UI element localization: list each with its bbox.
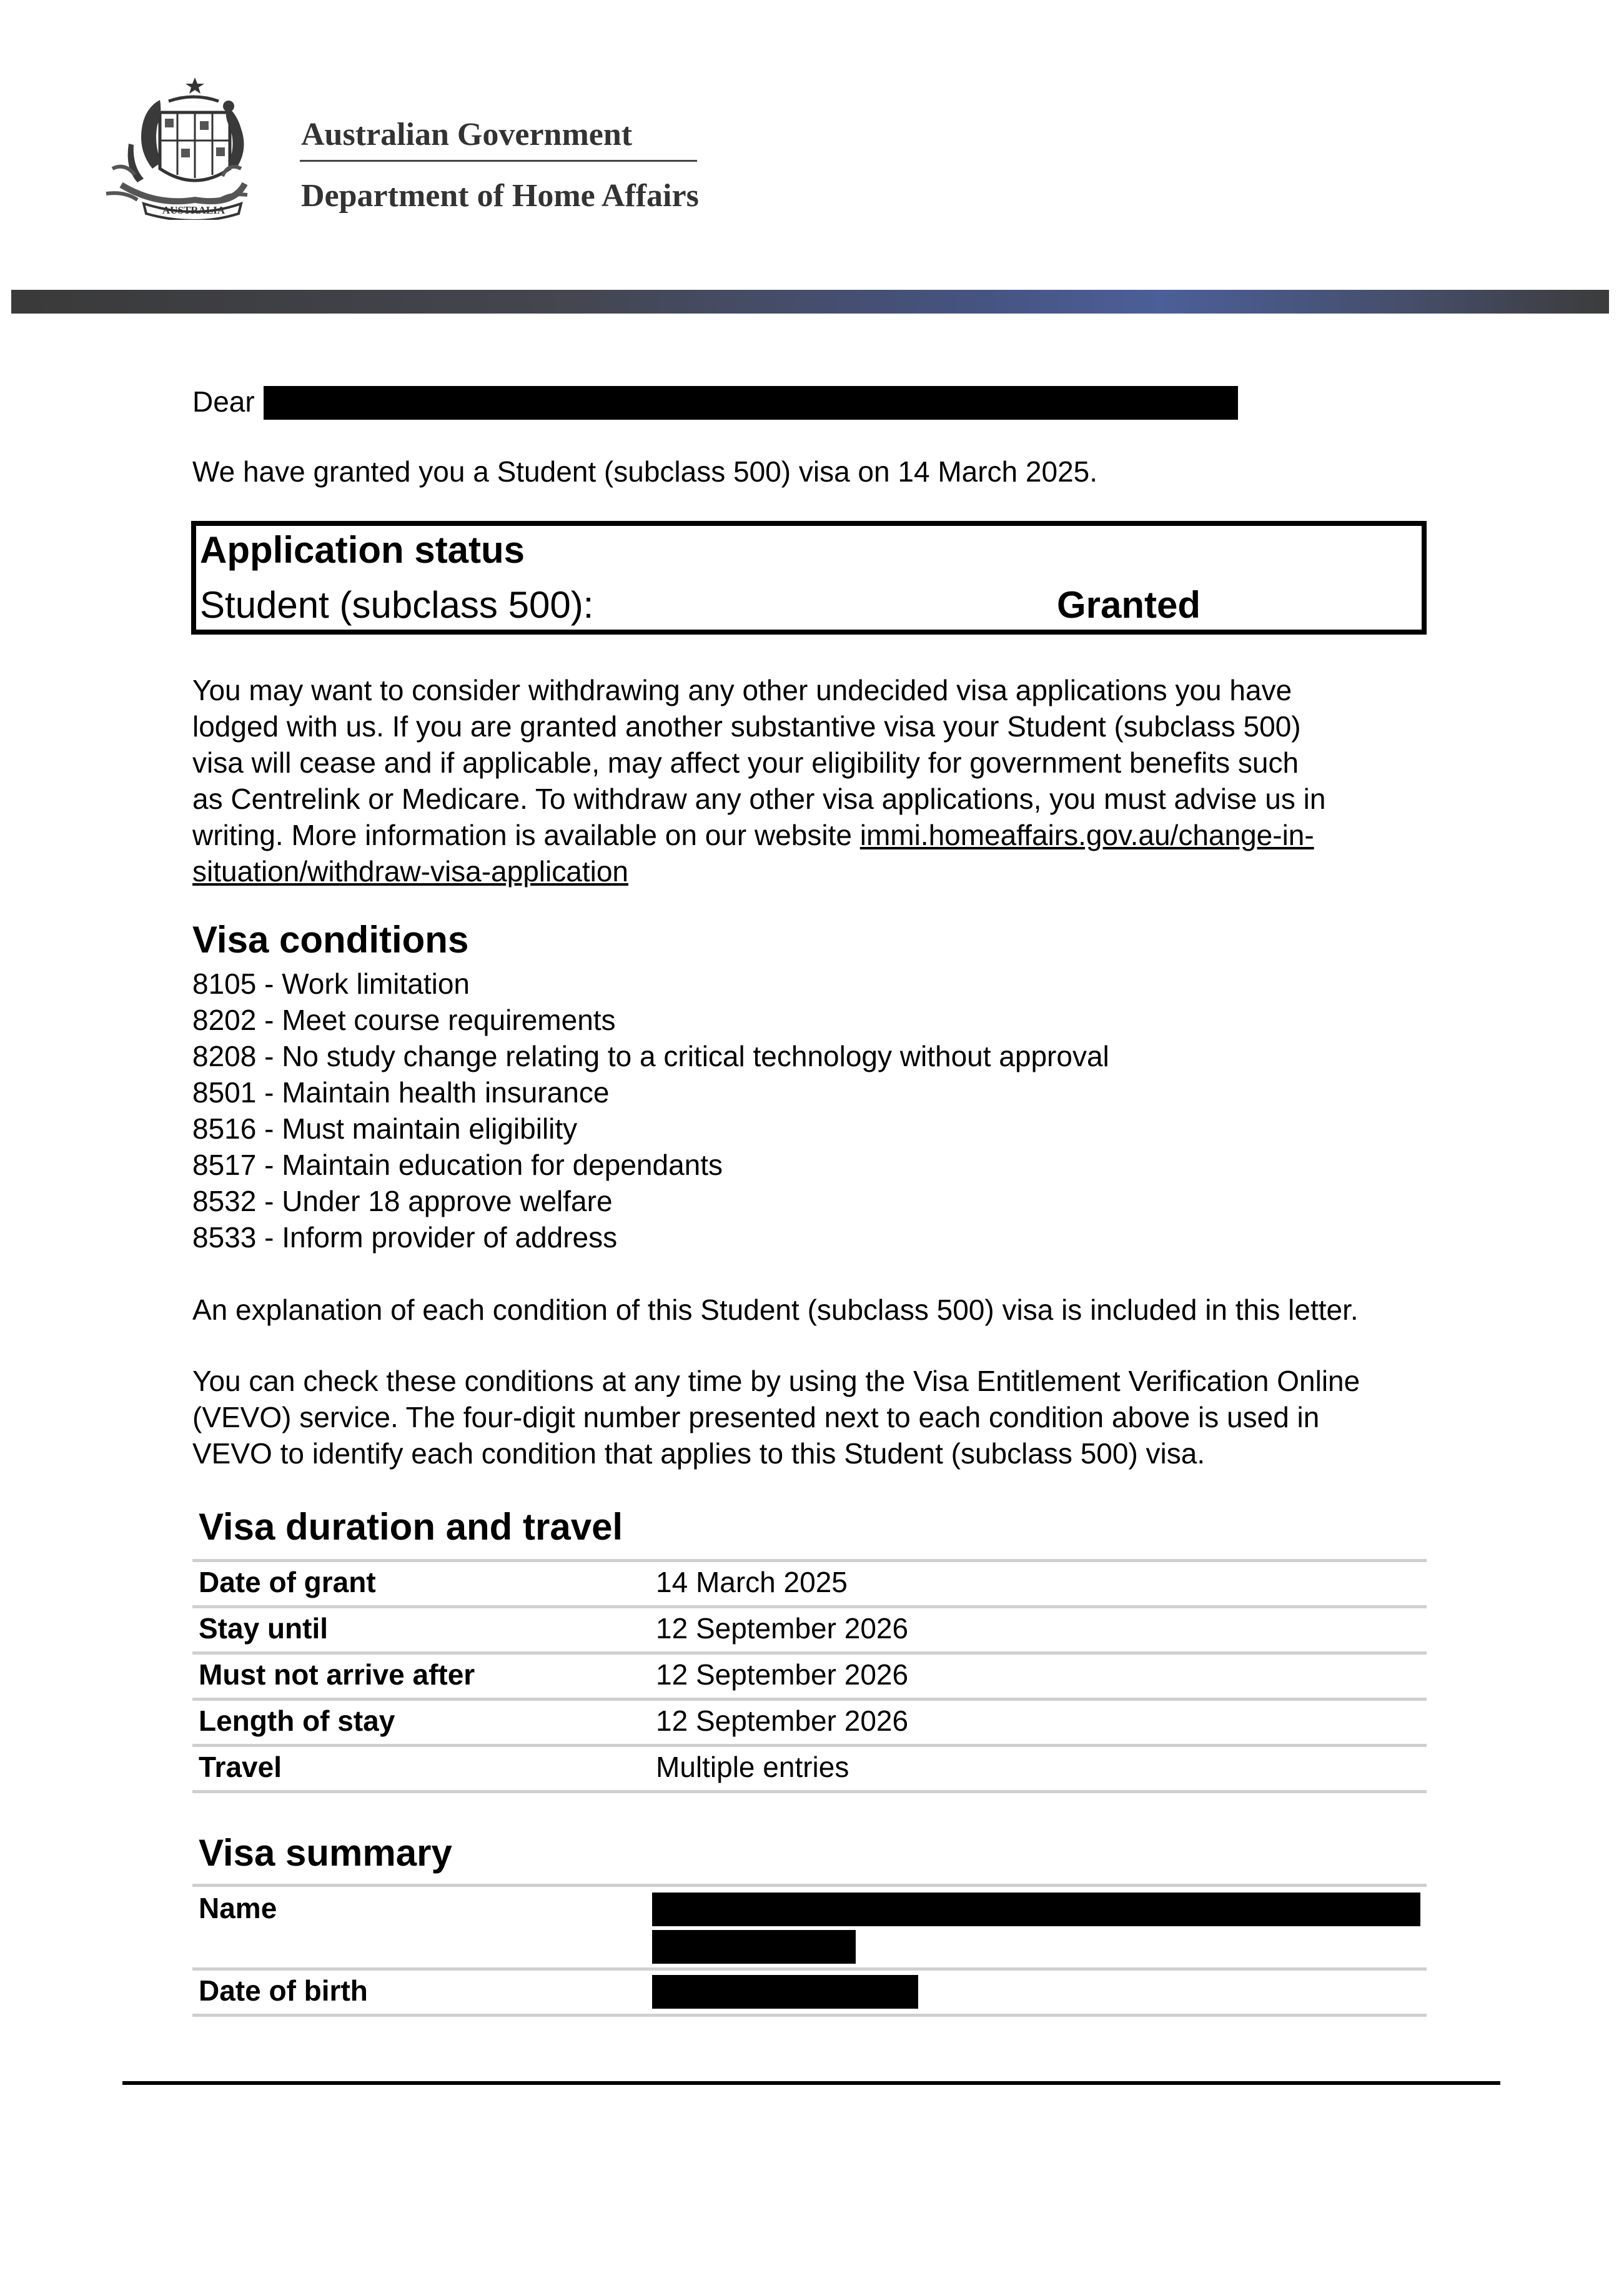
visa-duration-heading: Visa duration and travel: [199, 1506, 623, 1548]
withdraw-info-link-continued[interactable]: situation/withdraw-visa-application: [192, 855, 628, 888]
withdraw-notice-line: as Centrelink or Medicare. To withdraw any other visa applications, you must advise us in: [192, 783, 1326, 815]
grant-sentence: We have granted you a Student (subclass 500) visa on 14 March 2025.: [192, 455, 1098, 488]
withdraw-notice-line: lodged with us. If you are granted another substantive visa your Student (subclass 500): [192, 710, 1301, 743]
table-divider: [192, 1605, 1427, 1608]
redacted-date-of-birth: [652, 1975, 918, 2009]
withdraw-notice-line: visa will cease and if applicable, may affect your eligibility for government benefits such: [192, 746, 1299, 779]
duration-row-label: Must not arrive after: [199, 1658, 475, 1691]
table-divider: [192, 1651, 1427, 1655]
duration-row-label: Travel: [199, 1751, 282, 1783]
table-divider: [192, 1790, 1427, 1793]
application-status-label: Student (subclass 500):: [200, 584, 594, 626]
condition-item: 8202 - Meet course requirements: [192, 1004, 616, 1036]
table-divider: [192, 1967, 1427, 1971]
org-name-department: Department of Home Affairs: [301, 178, 699, 214]
table-divider: [192, 1744, 1427, 1747]
visa-summary-heading: Visa summary: [199, 1832, 452, 1874]
salutation: Dear: [192, 385, 255, 418]
vevo-line: You can check these conditions at any time by using the Visa Entitlement Verification Online: [192, 1365, 1360, 1397]
summary-name-label: Name: [199, 1892, 277, 1924]
condition-item: 8501 - Maintain health insurance: [192, 1076, 610, 1109]
crest-scroll-text: AUSTRALIA: [162, 204, 225, 216]
duration-row-label: Stay until: [199, 1612, 329, 1645]
condition-item: 8516 - Must maintain eligibility: [192, 1112, 578, 1145]
table-divider: [192, 1884, 1427, 1887]
duration-row-value: 12 September 2026: [656, 1612, 909, 1645]
withdraw-info-link[interactable]: immi.homeaffairs.gov.au/change-in-: [859, 819, 1314, 851]
condition-item: 8532 - Under 18 approve welfare: [192, 1185, 613, 1217]
application-status-value: Granted: [1057, 584, 1201, 626]
conditions-explanation: An explanation of each condition of this Student (subclass 500) visa is included in this letter.: [192, 1294, 1359, 1326]
duration-row-value: 12 September 2026: [656, 1705, 909, 1737]
redacted-name-line1: [652, 1893, 1420, 1926]
duration-row-label: Length of stay: [199, 1705, 395, 1737]
duration-row-value: Multiple entries: [656, 1751, 849, 1783]
vevo-line: VEVO to identify each condition that applies to this Student (subclass 500) visa.: [192, 1437, 1206, 1470]
coat-of-arms-logo: [100, 75, 250, 220]
visa-conditions-heading: Visa conditions: [192, 919, 469, 961]
application-status-heading: Application status: [200, 529, 525, 571]
footer-rule: [122, 2081, 1500, 2085]
summary-dob-label: Date of birth: [199, 1974, 368, 2007]
redacted-name-line2: [652, 1930, 856, 1964]
condition-item: 8517 - Maintain education for dependants: [192, 1149, 723, 1181]
withdraw-notice-line: [192, 817, 1314, 853]
org-divider: [300, 160, 697, 162]
condition-item: 8105 - Work limitation: [192, 967, 470, 1000]
redacted-recipient-name: [264, 386, 1238, 420]
table-divider: [192, 1698, 1427, 1701]
withdraw-notice-line: You may want to consider withdrawing any other undecided visa applications you have: [192, 674, 1292, 706]
condition-item: 8533 - Inform provider of address: [192, 1221, 618, 1254]
duration-row-value: 12 September 2026: [656, 1658, 909, 1691]
header-band: [11, 290, 1609, 314]
condition-item: 8208 - No study change relating to a critical technology without approval: [192, 1040, 1109, 1072]
duration-row-value: 14 March 2025: [656, 1566, 848, 1598]
table-divider: [192, 2014, 1427, 2017]
duration-row-label: Date of grant: [199, 1566, 376, 1598]
withdraw-notice-text: writing. More information is available on our website: [192, 819, 860, 851]
table-divider: [192, 1559, 1427, 1562]
org-name-government: Australian Government: [301, 117, 633, 152]
vevo-line: (VEVO) service. The four-digit number presented next to each condition above is used in: [192, 1401, 1320, 1433]
